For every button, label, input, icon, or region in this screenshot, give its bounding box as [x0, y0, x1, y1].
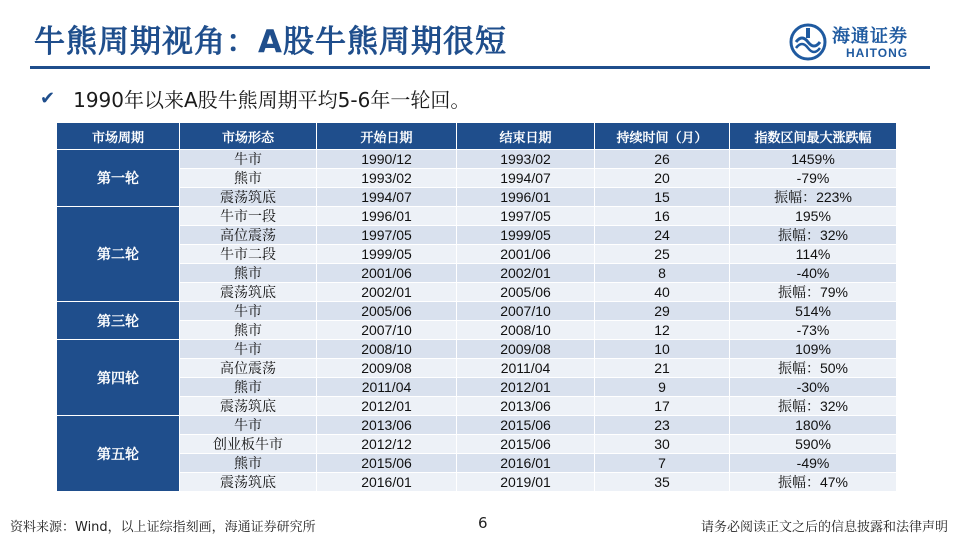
- cell-start-date: 2016/01: [317, 473, 457, 492]
- cell-duration: 17: [595, 397, 730, 416]
- cell-start-date: 2009/08: [317, 359, 457, 378]
- table-row: [57, 454, 897, 473]
- table-row: [57, 226, 897, 245]
- cell-form: 熊市: [180, 321, 317, 340]
- table-row: [57, 321, 897, 340]
- cell-end-date: 2001/06: [457, 245, 595, 264]
- cell-end-date: 2015/06: [457, 416, 595, 435]
- cell-round: 第五轮: [57, 416, 180, 492]
- table-header-row: [57, 123, 897, 150]
- cell-start-date: 2013/06: [317, 416, 457, 435]
- cell-form: 高位震荡: [180, 359, 317, 378]
- cell-form: 牛市二段: [180, 245, 317, 264]
- cell-duration: 26: [595, 150, 730, 169]
- cell-max-change: 振幅：32%: [730, 397, 897, 416]
- table-row: [57, 473, 897, 492]
- cell-max-change: -73%: [730, 321, 897, 340]
- table-row: [57, 169, 897, 188]
- cell-max-change: -30%: [730, 378, 897, 397]
- cell-form: 牛市: [180, 150, 317, 169]
- cell-max-change: -79%: [730, 169, 897, 188]
- cell-form: 熊市: [180, 264, 317, 283]
- cell-end-date: 2013/06: [457, 397, 595, 416]
- cell-form: 熊市: [180, 378, 317, 397]
- cell-end-date: 2008/10: [457, 321, 595, 340]
- cell-duration: 25: [595, 245, 730, 264]
- cell-start-date: 2002/01: [317, 283, 457, 302]
- cell-round: 第四轮: [57, 340, 180, 416]
- cell-max-change: 514%: [730, 302, 897, 321]
- cell-end-date: 2009/08: [457, 340, 595, 359]
- cell-end-date: 1999/05: [457, 226, 595, 245]
- cell-start-date: 2005/06: [317, 302, 457, 321]
- cell-duration: 12: [595, 321, 730, 340]
- cell-form: 创业板牛市: [180, 435, 317, 454]
- table-row: [57, 416, 897, 435]
- cell-form: 牛市: [180, 416, 317, 435]
- cell-max-change: 振幅：32%: [730, 226, 897, 245]
- page-number: 6: [478, 514, 488, 532]
- cell-round: 第三轮: [57, 302, 180, 340]
- cell-duration: 23: [595, 416, 730, 435]
- table-row: [57, 245, 897, 264]
- page-title: 牛熊周期视角：A股牛熊周期很短: [34, 24, 507, 60]
- haitong-logo-mark-icon: [788, 22, 828, 62]
- cell-start-date: 2012/01: [317, 397, 457, 416]
- cell-end-date: 2002/01: [457, 264, 595, 283]
- logo-english-text: HAITONG: [846, 46, 909, 60]
- table-row: [57, 359, 897, 378]
- bullet-point: [40, 84, 470, 113]
- cell-end-date: 1993/02: [457, 150, 595, 169]
- cell-end-date: 2019/01: [457, 473, 595, 492]
- cell-duration: 29: [595, 302, 730, 321]
- header-cycle: 市场周期: [57, 123, 180, 150]
- checkmark-icon: ✔: [40, 88, 56, 109]
- table-row: [57, 397, 897, 416]
- cell-start-date: 1999/05: [317, 245, 457, 264]
- title-divider: [30, 66, 930, 69]
- haitong-logo: [788, 22, 938, 66]
- cell-end-date: 2005/06: [457, 283, 595, 302]
- cell-duration: 10: [595, 340, 730, 359]
- cell-round: 第一轮: [57, 150, 180, 207]
- cell-form: 震荡筑底: [180, 283, 317, 302]
- cell-max-change: 振幅：223%: [730, 188, 897, 207]
- cell-form: 牛市一段: [180, 207, 317, 226]
- cell-end-date: 1996/01: [457, 188, 595, 207]
- cell-start-date: 2008/10: [317, 340, 457, 359]
- header-start: 开始日期: [317, 123, 457, 150]
- table-row: [57, 188, 897, 207]
- cell-form: 牛市: [180, 302, 317, 321]
- cell-max-change: 振幅：50%: [730, 359, 897, 378]
- header-max-change: 指数区间最大涨跌幅: [730, 123, 897, 150]
- table-row: [57, 207, 897, 226]
- cell-duration: 9: [595, 378, 730, 397]
- cell-duration: 21: [595, 359, 730, 378]
- header-form: 市场形态: [180, 123, 317, 150]
- cell-max-change: 590%: [730, 435, 897, 454]
- cell-start-date: 1990/12: [317, 150, 457, 169]
- table-row: [57, 150, 897, 169]
- cell-form: 震荡筑底: [180, 397, 317, 416]
- cell-form: 高位震荡: [180, 226, 317, 245]
- cell-max-change: -40%: [730, 264, 897, 283]
- cell-end-date: 1997/05: [457, 207, 595, 226]
- table-body: [57, 150, 897, 492]
- cell-duration: 16: [595, 207, 730, 226]
- cell-duration: 24: [595, 226, 730, 245]
- cell-start-date: 2015/06: [317, 454, 457, 473]
- table-row: [57, 283, 897, 302]
- cell-end-date: 2015/06: [457, 435, 595, 454]
- table-row: [57, 302, 897, 321]
- cell-form: 震荡筑底: [180, 188, 317, 207]
- cell-max-change: 114%: [730, 245, 897, 264]
- cell-max-change: 195%: [730, 207, 897, 226]
- cell-start-date: 1993/02: [317, 169, 457, 188]
- cell-duration: 40: [595, 283, 730, 302]
- cell-start-date: 2011/04: [317, 378, 457, 397]
- cell-max-change: -49%: [730, 454, 897, 473]
- table-row: [57, 340, 897, 359]
- cell-max-change: 1459%: [730, 150, 897, 169]
- cell-max-change: 109%: [730, 340, 897, 359]
- bullet-text: 1990年以来A股牛熊周期平均5-6年一轮回。: [73, 88, 471, 112]
- source-note: 资料来源：Wind，以上证综指刻画，海通证券研究所: [10, 520, 316, 535]
- cell-start-date: 2007/10: [317, 321, 457, 340]
- cell-max-change: 180%: [730, 416, 897, 435]
- cell-end-date: 2007/10: [457, 302, 595, 321]
- cell-duration: 7: [595, 454, 730, 473]
- header-end: 结束日期: [457, 123, 595, 150]
- cell-end-date: 2011/04: [457, 359, 595, 378]
- logo-chinese-text: 海通证券: [832, 26, 908, 47]
- bull-bear-cycle-table: [56, 122, 897, 492]
- cell-round: 第二轮: [57, 207, 180, 302]
- cell-form: 震荡筑底: [180, 473, 317, 492]
- cell-max-change: 振幅：79%: [730, 283, 897, 302]
- cell-end-date: 2012/01: [457, 378, 595, 397]
- cell-duration: 8: [595, 264, 730, 283]
- cell-duration: 35: [595, 473, 730, 492]
- cell-end-date: 1994/07: [457, 169, 595, 188]
- cell-start-date: 2012/12: [317, 435, 457, 454]
- cell-form: 牛市: [180, 340, 317, 359]
- table-row: [57, 264, 897, 283]
- cell-duration: 15: [595, 188, 730, 207]
- cell-duration: 20: [595, 169, 730, 188]
- cell-start-date: 1996/01: [317, 207, 457, 226]
- cell-max-change: 振幅：47%: [730, 473, 897, 492]
- cell-end-date: 2016/01: [457, 454, 595, 473]
- cell-start-date: 1994/07: [317, 188, 457, 207]
- table-row: [57, 435, 897, 454]
- cell-start-date: 2001/06: [317, 264, 457, 283]
- cell-start-date: 1997/05: [317, 226, 457, 245]
- cell-duration: 30: [595, 435, 730, 454]
- disclaimer: 请务必阅读正文之后的信息披露和法律声明: [700, 520, 948, 535]
- table-row: [57, 378, 897, 397]
- cell-form: 熊市: [180, 454, 317, 473]
- cell-form: 熊市: [180, 169, 317, 188]
- header-duration: 持续时间（月）: [595, 123, 730, 150]
